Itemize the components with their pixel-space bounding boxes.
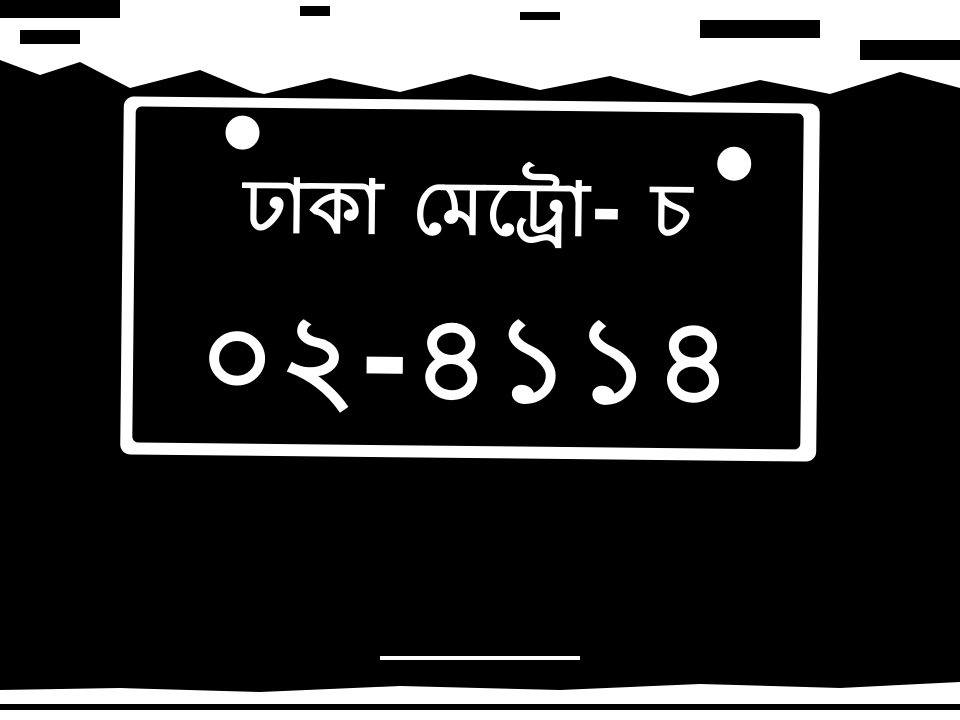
plate-region-text: ঢাকা মেট্রো- চ <box>243 163 694 255</box>
license-plate-face <box>132 106 803 449</box>
plate-number-text: ০২-৪১১৪ <box>198 287 737 431</box>
bottom-background-noise <box>0 640 960 720</box>
top-background-noise <box>0 0 960 110</box>
license-plate <box>120 96 820 461</box>
plate-bolt-left-icon <box>221 111 263 153</box>
